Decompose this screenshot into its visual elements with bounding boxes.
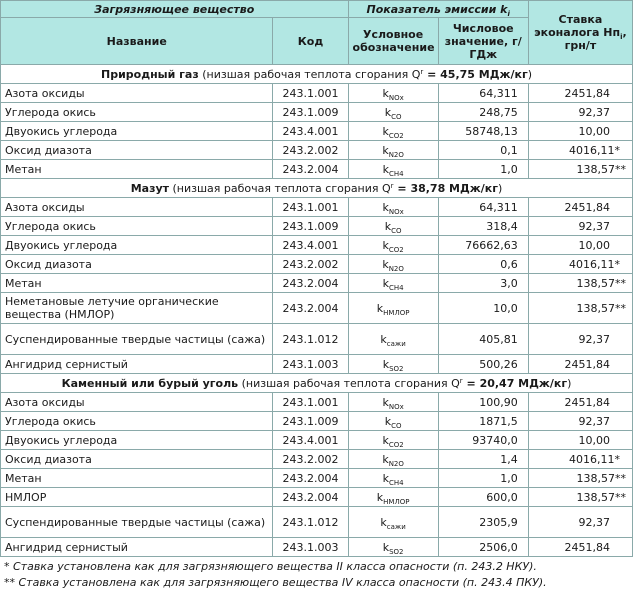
cell-code: 243.2.002 (273, 255, 348, 274)
cell-code: 243.1.001 (273, 393, 348, 412)
cell-rate: 92,37 (528, 507, 632, 538)
cell-name: Азота оксиды (1, 198, 273, 217)
cell-rate: 2451,84 (528, 198, 632, 217)
cell-symbol: $k_{NOx}$ (348, 84, 438, 103)
cell-code: 243.1.009 (273, 217, 348, 236)
footnote: * Ставка установлена как для загрязняющего вещества II класса опасности (п. 243.2 НКУ). (4, 560, 537, 573)
cell-rate: 4016,11* (528, 255, 632, 274)
cell-code: 243.2.004 (273, 160, 348, 179)
cell-rate: 4016,11* (528, 450, 632, 469)
cell-name: Углерода окись (1, 103, 273, 122)
cell-code: 243.1.009 (273, 412, 348, 431)
table-row (1, 84, 633, 103)
cell-symbol: $k_{NOx}$ (348, 393, 438, 412)
cell-rate: 92,37 (528, 324, 632, 355)
cell-name: Метан (1, 160, 273, 179)
cell-symbol: $k_{сажи}$ (348, 507, 438, 538)
cell-symbol: $k_{CH4}$ (348, 469, 438, 488)
cell-symbol: $k_{SO2}$ (348, 355, 438, 374)
cell-value: 64,311 (438, 84, 528, 103)
cell-symbol: $k_{НМЛОР}$ (348, 293, 438, 324)
section-title: Мазут (низшая рабочая теплота сгорания $Q^r = 38,78$ МДж/кг) (1, 179, 633, 198)
cell-name: Оксид диазота (1, 141, 273, 160)
cell-code: 243.1.012 (273, 324, 348, 355)
cell-rate: 2451,84 (528, 355, 632, 374)
cell-symbol: $k_{CO}$ (348, 103, 438, 122)
cell-rate: 138,57** (528, 274, 632, 293)
cell-symbol: $k_{НМЛОР}$ (348, 488, 438, 507)
cell-rate: 2451,84 (528, 538, 632, 557)
cell-value: 3,0 (438, 274, 528, 293)
cell-symbol: $k_{CO}$ (348, 217, 438, 236)
cell-rate: 10,00 (528, 431, 632, 450)
cell-code: 243.4.001 (273, 431, 348, 450)
cell-code: 243.2.002 (273, 450, 348, 469)
cell-name: Углерода окись (1, 412, 273, 431)
cell-symbol: $k_{N2O}$ (348, 255, 438, 274)
table-row (1, 236, 633, 255)
cell-rate: 92,37 (528, 103, 632, 122)
cell-value: 0,6 (438, 255, 528, 274)
table-row (1, 255, 633, 274)
section-header (1, 65, 633, 84)
cell-name: Неметановые летучие органические вещества (НМЛОР) (1, 293, 273, 324)
cell-rate: 10,00 (528, 236, 632, 255)
cell-rate: 138,57** (528, 160, 632, 179)
table-row (1, 538, 633, 557)
table-row (1, 141, 633, 160)
footnotes (0, 557, 635, 593)
table-row (1, 393, 633, 412)
table-row (1, 103, 633, 122)
cell-name: Углерода окись (1, 217, 273, 236)
cell-value: 1,0 (438, 160, 528, 179)
section-header (1, 179, 633, 198)
cell-name: Метан (1, 274, 273, 293)
cell-rate: 4016,11* (528, 141, 632, 160)
cell-name: Ангидрид сернистый (1, 355, 273, 374)
cell-value: 1,4 (438, 450, 528, 469)
table-row (1, 122, 633, 141)
cell-rate: 92,37 (528, 217, 632, 236)
table-row (1, 488, 633, 507)
cell-value: 64,311 (438, 198, 528, 217)
table-row (1, 469, 633, 488)
cell-rate: 138,57** (528, 293, 632, 324)
header-pollutant: Загрязняющее вещество (1, 1, 349, 18)
header-value: Числовое значение, г/ГДж (438, 18, 528, 65)
cell-value: 500,26 (438, 355, 528, 374)
table-body (1, 65, 633, 557)
cell-name: Ангидрид сернистый (1, 538, 273, 557)
cell-name: Оксид диазота (1, 255, 273, 274)
cell-code: 243.1.003 (273, 538, 348, 557)
cell-name: Азота оксиды (1, 393, 273, 412)
cell-symbol: $k_{N2O}$ (348, 141, 438, 160)
table-row (1, 355, 633, 374)
cell-name: Суспендированные твердые частицы (сажа) (1, 324, 273, 355)
table-row (1, 431, 633, 450)
cell-symbol: $k_{SO2}$ (348, 538, 438, 557)
cell-value: 318,4 (438, 217, 528, 236)
cell-name: Оксид диазота (1, 450, 273, 469)
cell-name: Двуокись углерода (1, 431, 273, 450)
header-symbol: Условное обозначение (348, 18, 438, 65)
table-row (1, 160, 633, 179)
cell-rate: 92,37 (528, 412, 632, 431)
table-row (1, 324, 633, 355)
section-title: Природный газ (низшая рабочая теплота сгорания $Q^r = 45,75$ МДж/кг) (1, 65, 633, 84)
header-emission: Показатель эмиссии $k_i$ (348, 1, 528, 18)
cell-symbol: $k_{CO}$ (348, 412, 438, 431)
cell-name: Азота оксиды (1, 84, 273, 103)
cell-value: 600,0 (438, 488, 528, 507)
cell-symbol: $k_{CO2}$ (348, 236, 438, 255)
cell-name: Метан (1, 469, 273, 488)
cell-rate: 138,57** (528, 488, 632, 507)
cell-symbol: $k_{NOx}$ (348, 198, 438, 217)
cell-code: 243.2.004 (273, 488, 348, 507)
cell-code: 243.2.004 (273, 274, 348, 293)
cell-value: 93740,0 (438, 431, 528, 450)
cell-rate: 10,00 (528, 122, 632, 141)
cell-symbol: $k_{CH4}$ (348, 274, 438, 293)
cell-symbol: $k_{CO2}$ (348, 431, 438, 450)
cell-code: 243.1.009 (273, 103, 348, 122)
cell-value: 76662,63 (438, 236, 528, 255)
table-row (1, 450, 633, 469)
cell-value: 1,0 (438, 469, 528, 488)
cell-code: 243.1.012 (273, 507, 348, 538)
cell-code: 243.1.003 (273, 355, 348, 374)
cell-value: 2305,9 (438, 507, 528, 538)
cell-value: 1871,5 (438, 412, 528, 431)
cell-value: 248,75 (438, 103, 528, 122)
cell-name: Двуокись углерода (1, 122, 273, 141)
header-code: Код (273, 18, 348, 65)
cell-rate: 2451,84 (528, 393, 632, 412)
cell-code: 243.2.002 (273, 141, 348, 160)
section-title: Каменный или бурый уголь (низшая рабочая теплота сгорания $Q^r = 20,47$ МДж/кг) (1, 374, 633, 393)
header-rate: Ставка эконалога $Нп_i$, грн/т (528, 1, 632, 65)
footnote: ** Ставка установлена как для загрязняющего вещества IV класса опасности (п. 243.4 ПКУ). (4, 576, 547, 589)
cell-code: 243.2.004 (273, 469, 348, 488)
cell-symbol: $k_{CH4}$ (348, 160, 438, 179)
cell-rate: 138,57** (528, 469, 632, 488)
cell-value: 405,81 (438, 324, 528, 355)
cell-code: 243.1.001 (273, 84, 348, 103)
cell-code: 243.4.001 (273, 236, 348, 255)
cell-value: 2506,0 (438, 538, 528, 557)
cell-name: Двуокись углерода (1, 236, 273, 255)
cell-symbol: $k_{N2O}$ (348, 450, 438, 469)
cell-code: 243.2.004 (273, 293, 348, 324)
cell-code: 243.4.001 (273, 122, 348, 141)
cell-value: 58748,13 (438, 122, 528, 141)
table-row (1, 198, 633, 217)
section-header (1, 374, 633, 393)
cell-name: Суспендированные твердые частицы (сажа) (1, 507, 273, 538)
table-row (1, 412, 633, 431)
header-name: Название (1, 18, 273, 65)
cell-name: НМЛОР (1, 488, 273, 507)
cell-value: 0,1 (438, 141, 528, 160)
cell-rate: 2451,84 (528, 84, 632, 103)
table-row (1, 274, 633, 293)
cell-value: 100,90 (438, 393, 528, 412)
table-row (1, 217, 633, 236)
table-row (1, 507, 633, 538)
cell-code: 243.1.001 (273, 198, 348, 217)
table-row (1, 293, 633, 324)
cell-symbol: $k_{CO2}$ (348, 122, 438, 141)
cell-symbol: $k_{сажи}$ (348, 324, 438, 355)
cell-value: 10,0 (438, 293, 528, 324)
